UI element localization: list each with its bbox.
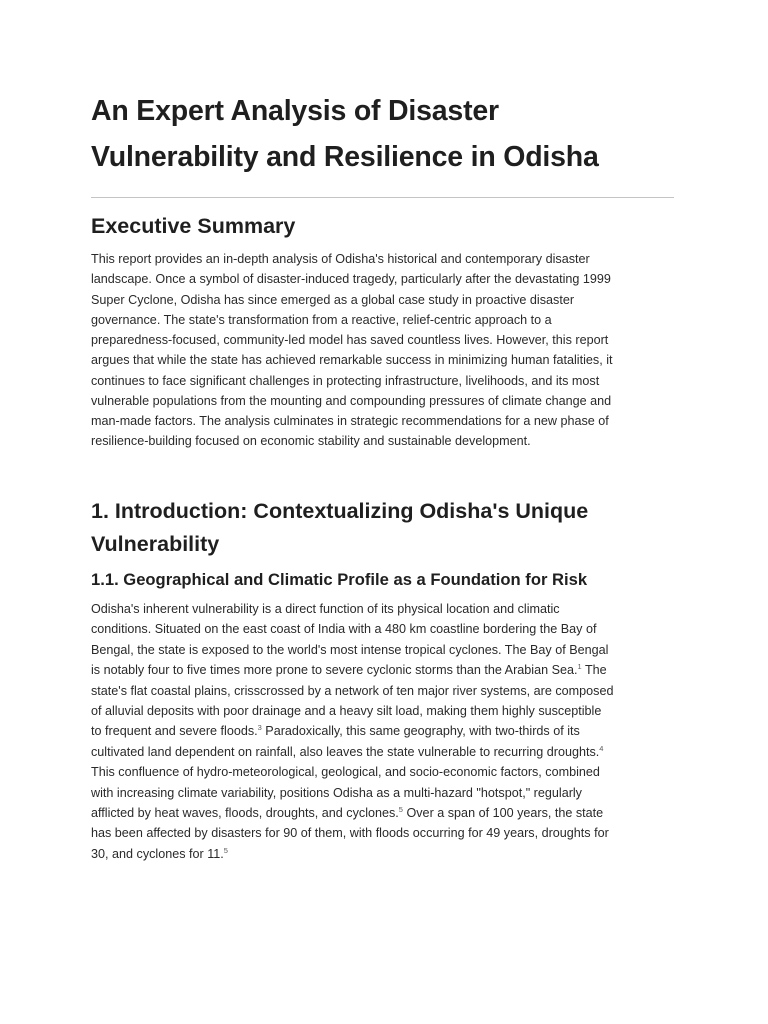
line-text: This confluence of hydro-meteorological, geological, and socio-economic factors, combined — [91, 765, 600, 780]
line-text: conditions. Situated on the east coast of India with a 480 km coastline bordering the Bay of — [91, 622, 597, 637]
paragraph-line — [91, 701, 679, 721]
paragraph-line — [91, 803, 679, 823]
paragraph-line — [91, 640, 679, 660]
section-1-heading — [91, 495, 681, 561]
summary-line: man-made factors. The analysis culminates in strategic recommendations for a new phase of — [91, 414, 609, 428]
footnote-marker[interactable]: 5 — [398, 805, 403, 815]
summary-line: governance. The state's transformation from a reactive, relief-centric approach to a — [91, 312, 552, 327]
line-text: Odisha's inherent vulnerability is a direct function of its physical location and climatic — [91, 602, 560, 616]
summary-line: Super Cyclone, Odisha has since emerged as a global case study in proactive disaster — [91, 292, 575, 307]
summary-line: argues that while the state has achieved remarkable success in minimizing human fatalities, it — [91, 353, 613, 368]
geography-paragraph — [91, 599, 679, 864]
footnote-marker[interactable]: 3 — [257, 723, 262, 733]
line-text: with increasing climate variability, positions Odisha as a multi-hazard "hotspot," regularly — [91, 785, 582, 800]
document-title — [91, 88, 681, 180]
title-divider — [91, 197, 674, 198]
line-text: has been affected by disasters for 90 of them, with floods occurring for 49 years, droughts for — [91, 826, 609, 841]
footnote-marker[interactable]: 1 — [577, 662, 582, 672]
paragraph-line — [91, 619, 679, 639]
paragraph-line — [91, 660, 679, 680]
title-line: Vulnerability and Resilience in Odisha — [91, 141, 599, 173]
paragraph-line — [91, 762, 679, 782]
paragraph-line — [91, 599, 679, 619]
line-text: afflicted by heat waves, floods, droughts, and cyclones. — [91, 806, 399, 821]
paragraph-line — [91, 844, 679, 864]
summary-line: continues to face significant challenges in protecting infrastructure, livelihoods, and its most — [91, 373, 600, 388]
line-text: Bengal, the state is exposed to the world's most intense tropical cyclones. The Bay of Bengal — [91, 642, 609, 657]
line-text: is notably four to five times more prone to severe cyclonic storms than the Arabian Sea. — [91, 663, 578, 678]
paragraph-line — [91, 823, 679, 843]
paragraph-line — [91, 783, 679, 803]
footnote-marker[interactable]: 4 — [599, 743, 604, 753]
line-text: cultivated land dependent on rainfall, also leaves the state vulnerable to recurring droughts. — [91, 744, 600, 759]
summary-line: vulnerable populations from the mounting and compounding pressures of climate change and — [91, 393, 612, 408]
paragraph-line — [91, 681, 679, 701]
section-heading-line: Vulnerability — [91, 532, 220, 556]
line-text: 30, and cyclones for 11. — [91, 846, 224, 861]
title-line: An Expert Analysis of Disaster — [91, 95, 499, 127]
summary-line: preparedness-focused, community-led model has saved countless lives. However, this report — [91, 333, 609, 347]
executive-summary-paragraph — [91, 249, 679, 452]
executive-summary-heading: Executive Summary — [91, 214, 296, 238]
summary-line: This report provides an in-depth analysis of Odisha's historical and contemporary disaster — [91, 252, 590, 266]
paragraph-line — [91, 742, 679, 762]
summary-line: resilience-building focused on economic stability and sustainable development. — [91, 434, 531, 449]
line-text: state's flat coastal plains, crisscrossed by a network of ten major river systems, are composed — [91, 683, 614, 698]
line-text-continued: The — [581, 663, 607, 678]
line-text: of alluvial deposits with poor drainage and a heavy silt load, making them highly susceptible — [91, 704, 602, 719]
line-text-continued: Paradoxically, this same geography, with two-thirds of its — [261, 724, 580, 739]
line-text: to frequent and severe floods. — [91, 724, 258, 739]
line-text-continued: Over a span of 100 years, the state — [402, 806, 604, 821]
footnote-marker[interactable]: 5 — [223, 845, 228, 855]
summary-line: landscape. Once a symbol of disaster-induced tragedy, particularly after the devastating 1999 — [91, 272, 611, 287]
subsection-1-1-heading: 1.1. Geographical and Climatic Profile as a Foundation for Risk — [91, 570, 588, 589]
paragraph-line — [91, 721, 679, 741]
section-heading-line: 1. Introduction: Contextualizing Odisha's Unique — [91, 499, 589, 523]
